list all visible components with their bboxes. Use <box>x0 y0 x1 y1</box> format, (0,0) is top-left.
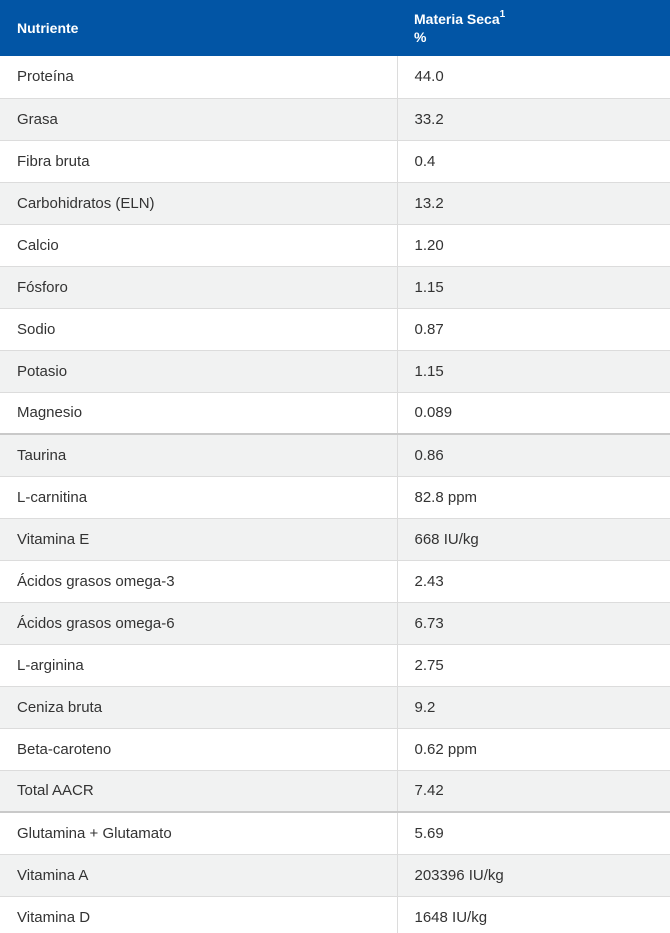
nutrient-value: 0.87 <box>397 308 670 350</box>
nutrient-name: Vitamina A <box>0 854 397 896</box>
nutrient-name: L-carnitina <box>0 476 397 518</box>
nutrient-name: Magnesio <box>0 392 397 434</box>
table-row <box>0 728 670 770</box>
nutrient-value: 1.20 <box>397 224 670 266</box>
nutrient-value: 13.2 <box>397 182 670 224</box>
nutrient-name: Proteína <box>0 56 397 98</box>
nutrient-value: 7.42 <box>397 770 670 812</box>
table-row <box>0 812 670 854</box>
nutrient-name: Carbohidratos (ELN) <box>0 182 397 224</box>
table-row <box>0 644 670 686</box>
nutrient-value: 2.75 <box>397 644 670 686</box>
nutrient-value: 33.2 <box>397 98 670 140</box>
nutrient-value: 1.15 <box>397 350 670 392</box>
nutrient-value: 2.43 <box>397 560 670 602</box>
nutrient-name: Sodio <box>0 308 397 350</box>
nutrient-name: Fósforo <box>0 266 397 308</box>
table-row <box>0 392 670 434</box>
nutrient-name: Ácidos grasos omega-6 <box>0 602 397 644</box>
nutrient-value: 44.0 <box>397 56 670 98</box>
dry-matter-column-header <box>397 0 670 56</box>
nutrient-value: 1.15 <box>397 266 670 308</box>
table-header <box>0 0 670 56</box>
nutrient-name: Ceniza bruta <box>0 686 397 728</box>
table-row <box>0 686 670 728</box>
nutrient-value: 0.62 ppm <box>397 728 670 770</box>
unit-label: % <box>414 29 427 45</box>
table-row <box>0 770 670 812</box>
table-row <box>0 854 670 896</box>
nutrient-value: 668 IU/kg <box>397 518 670 560</box>
table-row <box>0 224 670 266</box>
table-row <box>0 98 670 140</box>
nutrient-name: Potasio <box>0 350 397 392</box>
nutrient-value: 203396 IU/kg <box>397 854 670 896</box>
table-row <box>0 182 670 224</box>
nutrient-column-header: Nutriente <box>17 20 79 36</box>
table-row <box>0 434 670 476</box>
nutrient-name: Fibra bruta <box>0 140 397 182</box>
nutrient-name: Vitamina E <box>0 518 397 560</box>
table-row <box>0 140 670 182</box>
nutrient-name: Vitamina D <box>0 896 397 933</box>
table-row <box>0 266 670 308</box>
nutrient-name: Glutamina + Glutamato <box>0 812 397 854</box>
nutrient-name: Calcio <box>0 224 397 266</box>
nutrient-name: L-arginina <box>0 644 397 686</box>
table-row <box>0 602 670 644</box>
header-row <box>0 0 670 56</box>
nutrient-value: 0.86 <box>397 434 670 476</box>
table-row <box>0 308 670 350</box>
table-row <box>0 560 670 602</box>
nutrient-value: 0.089 <box>397 392 670 434</box>
nutrient-name: Grasa <box>0 98 397 140</box>
footnote-marker: 1 <box>499 9 506 21</box>
nutrient-value: 1648 IU/kg <box>397 896 670 933</box>
table-row <box>0 350 670 392</box>
table-row <box>0 56 670 98</box>
table-body <box>0 56 670 933</box>
nutrient-value: 0.4 <box>397 140 670 182</box>
nutrient-value: 9.2 <box>397 686 670 728</box>
nutrient-name: Taurina <box>0 434 397 476</box>
table-row <box>0 518 670 560</box>
table-row <box>0 476 670 518</box>
nutrient-name: Ácidos grasos omega-3 <box>0 560 397 602</box>
nutrient-value: 6.73 <box>397 602 670 644</box>
dry-matter-label: Materia Seca <box>414 11 500 27</box>
nutrient-value: 82.8 ppm <box>397 476 670 518</box>
table-row <box>0 896 670 933</box>
nutrient-name: Total AACR <box>0 770 397 812</box>
nutrient-name: Beta-caroteno <box>0 728 397 770</box>
nutrient-value: 5.69 <box>397 812 670 854</box>
